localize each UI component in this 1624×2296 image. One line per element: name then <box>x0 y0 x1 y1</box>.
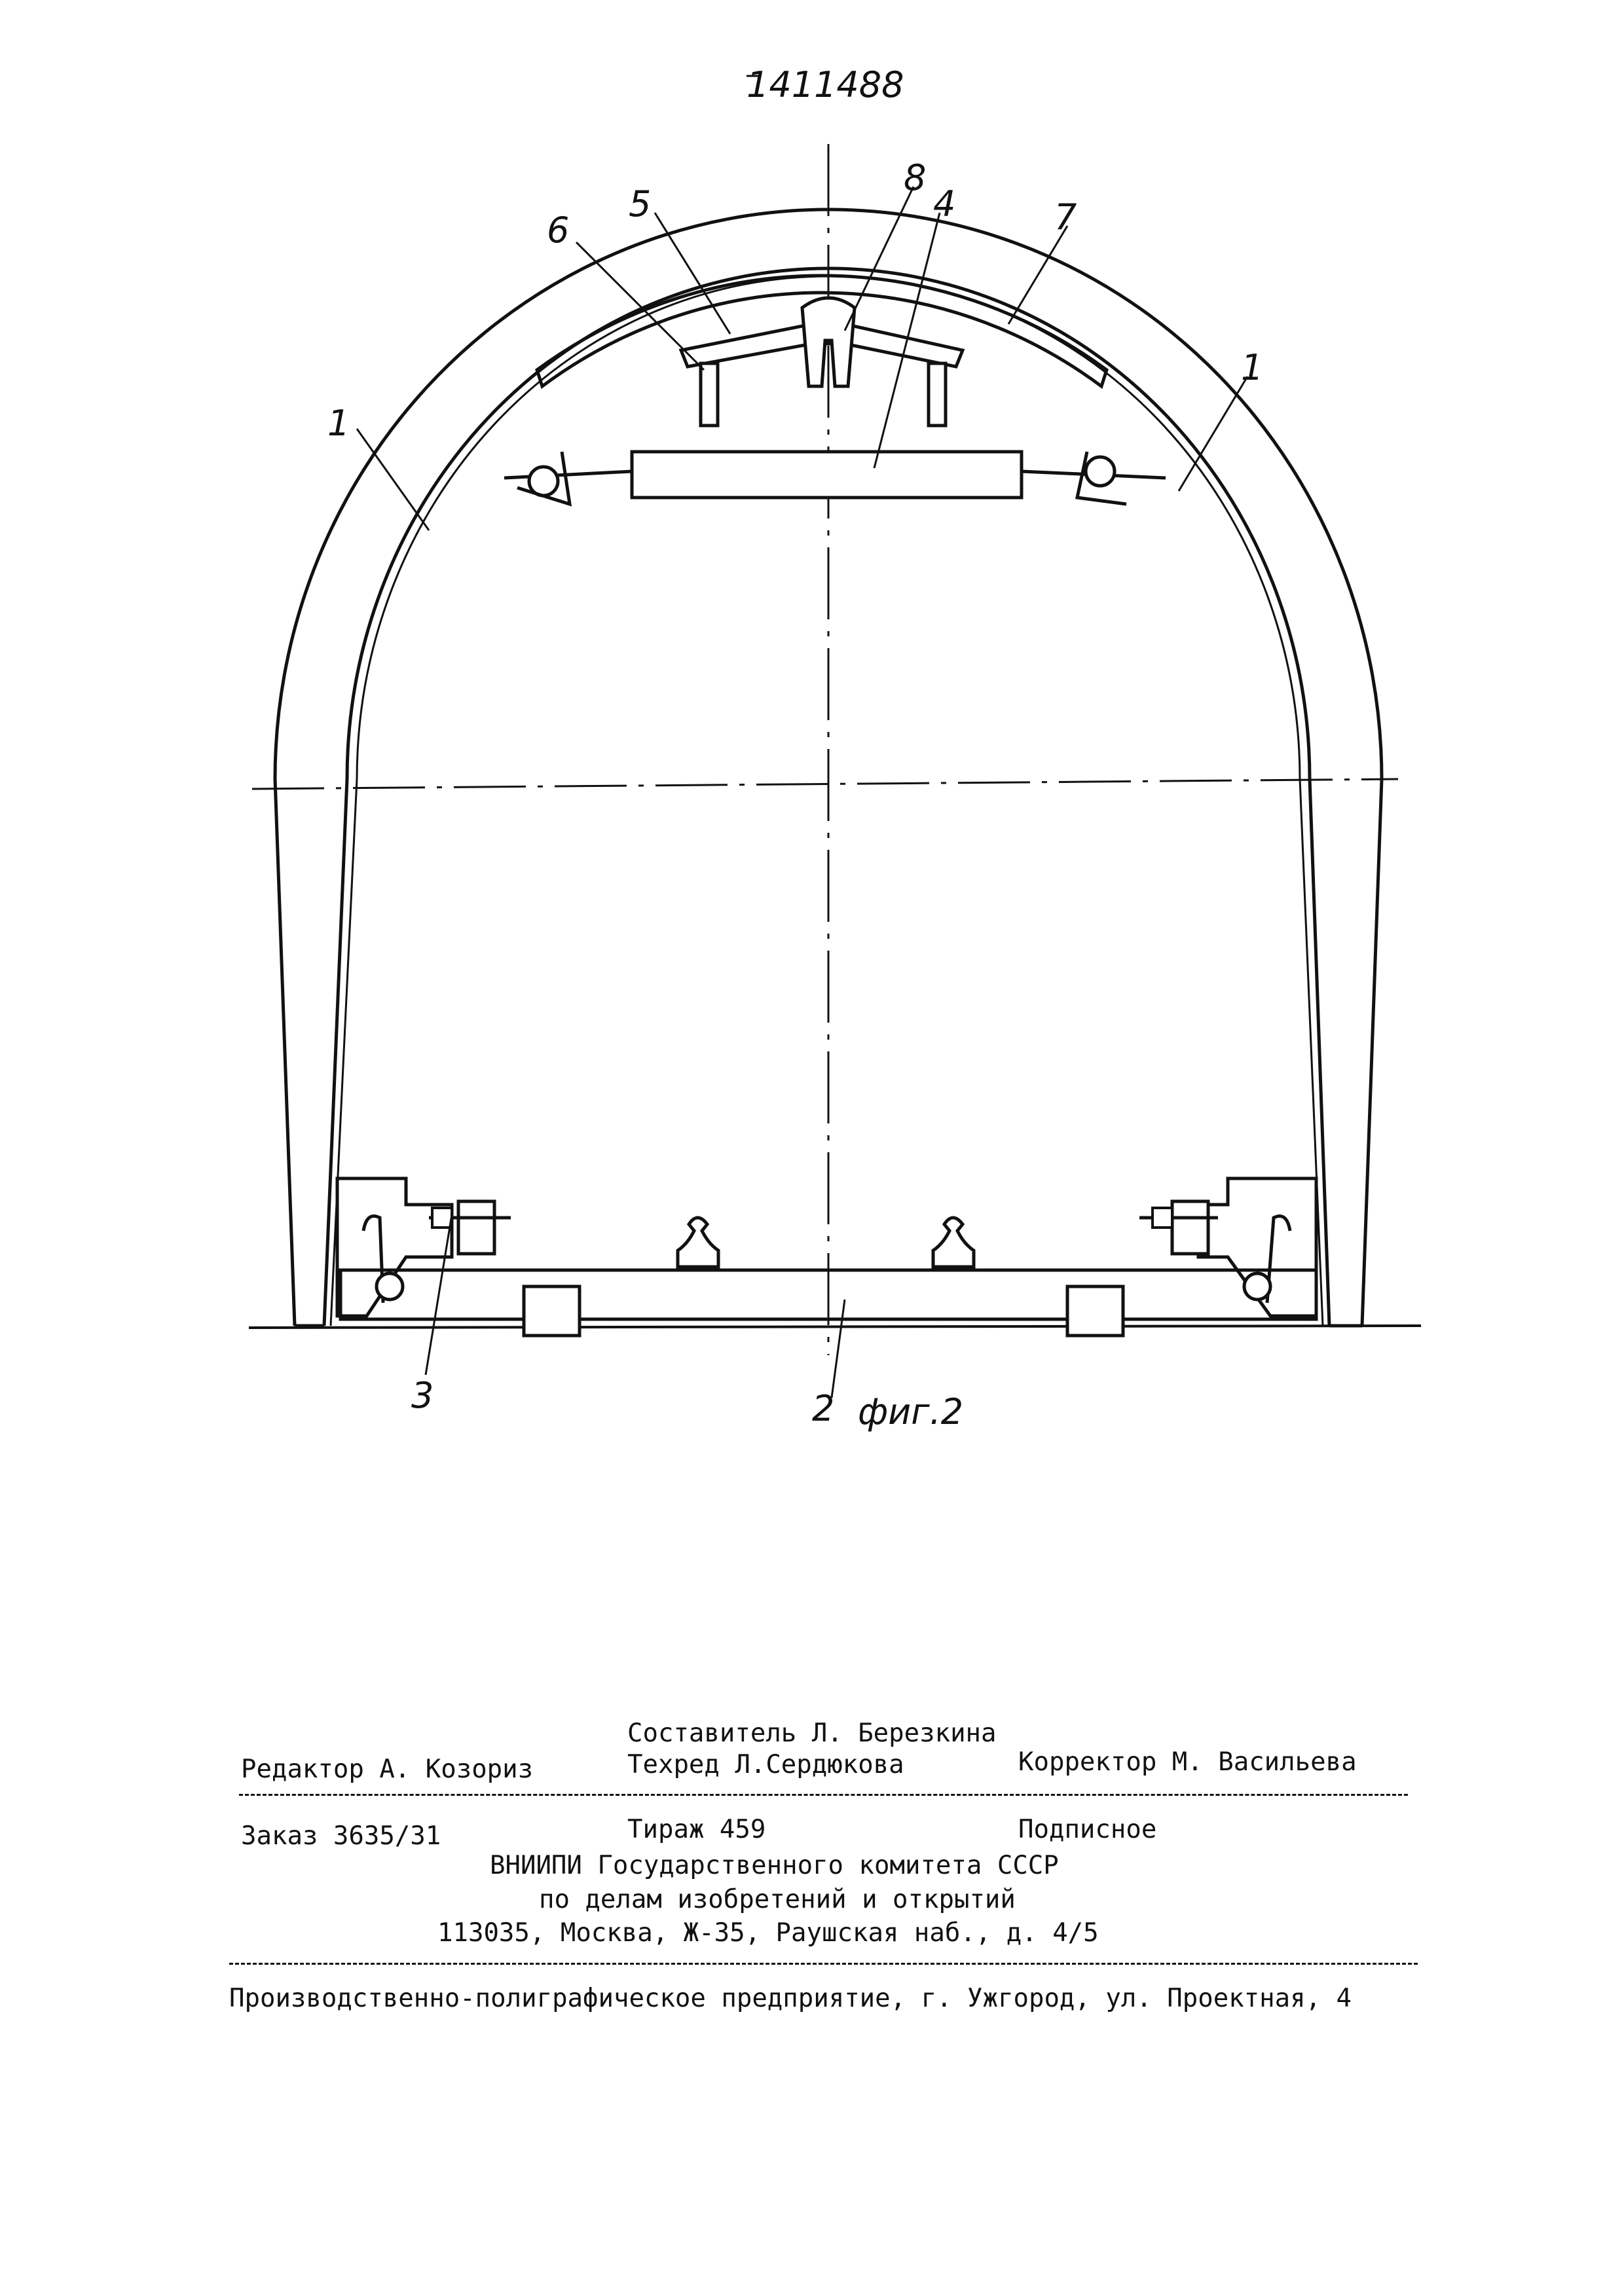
strut-pin-right <box>1086 457 1115 486</box>
circulation-line: Тираж 459 <box>627 1815 766 1844</box>
leader-7 <box>1008 226 1067 324</box>
sleeper-left <box>524 1286 580 1336</box>
ref-label-2: 2 <box>812 1388 835 1429</box>
leader-1-left <box>357 429 429 530</box>
ref-label-3: 3 <box>411 1375 434 1416</box>
right-clamp-pin <box>1244 1273 1270 1300</box>
ref-label-5: 5 <box>629 183 652 225</box>
printer-line: Производственно-полиграфическое предприятие, г. Ужгород, ул. Проектная, 4 <box>229 1984 1352 2013</box>
org-line-2: по делам изобретений и открытий <box>539 1885 1016 1914</box>
leader-5 <box>655 213 730 334</box>
corrector-line: Корректор М. Васильева <box>1018 1747 1357 1777</box>
ref-label-1-left: 1 <box>327 403 350 444</box>
tech-editor-line: Техред Л.Сердюкова <box>627 1750 904 1779</box>
footer-rule-bottom <box>229 1963 1418 1965</box>
rail-left <box>678 1218 718 1267</box>
right-clamp-block <box>1172 1201 1208 1254</box>
footer-rule-top <box>239 1794 1408 1796</box>
figure-label: фиг.2 <box>858 1391 964 1432</box>
org-line-1: ВНИИПИ Государственного комитета СССР <box>490 1851 1059 1880</box>
leader-3 <box>426 1214 452 1375</box>
strut-cylinder <box>632 452 1022 498</box>
horizontal-center-line <box>252 779 1398 789</box>
ground-line <box>249 1326 1421 1328</box>
leader-2 <box>832 1300 845 1398</box>
right-clamp-nut <box>1153 1208 1172 1228</box>
bracket-left <box>701 363 718 426</box>
bracket-right <box>929 363 946 426</box>
inner-arch-contour <box>331 276 1323 1326</box>
order-line: Заказ 3635/31 <box>241 1821 441 1851</box>
rail-right <box>933 1218 974 1267</box>
leader-8 <box>845 187 913 331</box>
inner-arch <box>324 268 1329 1326</box>
patent-number: 1411488 <box>747 64 904 105</box>
ref-label-1-right: 1 <box>1241 347 1264 388</box>
left-clamp-block <box>458 1201 494 1254</box>
sleeper-right <box>1067 1286 1123 1336</box>
leader-4 <box>874 213 940 468</box>
ref-label-8: 8 <box>904 157 927 198</box>
left-clamp-nut <box>432 1208 452 1228</box>
subscription-line: Подписное <box>1018 1815 1157 1844</box>
editor-line: Редактор А. Козориз <box>241 1755 534 1784</box>
ref-label-7: 7 <box>1054 196 1077 238</box>
ref-label-6: 6 <box>547 210 570 251</box>
strut-rod-left <box>504 471 632 478</box>
compiler-line: Составитель Л. Березкина <box>627 1719 997 1748</box>
org-address-line: 113035, Москва, Ж-35, Раушская наб., д. 4/5 <box>437 1918 1099 1948</box>
ref-label-4: 4 <box>933 183 956 225</box>
left-clamp-pin <box>377 1273 403 1300</box>
